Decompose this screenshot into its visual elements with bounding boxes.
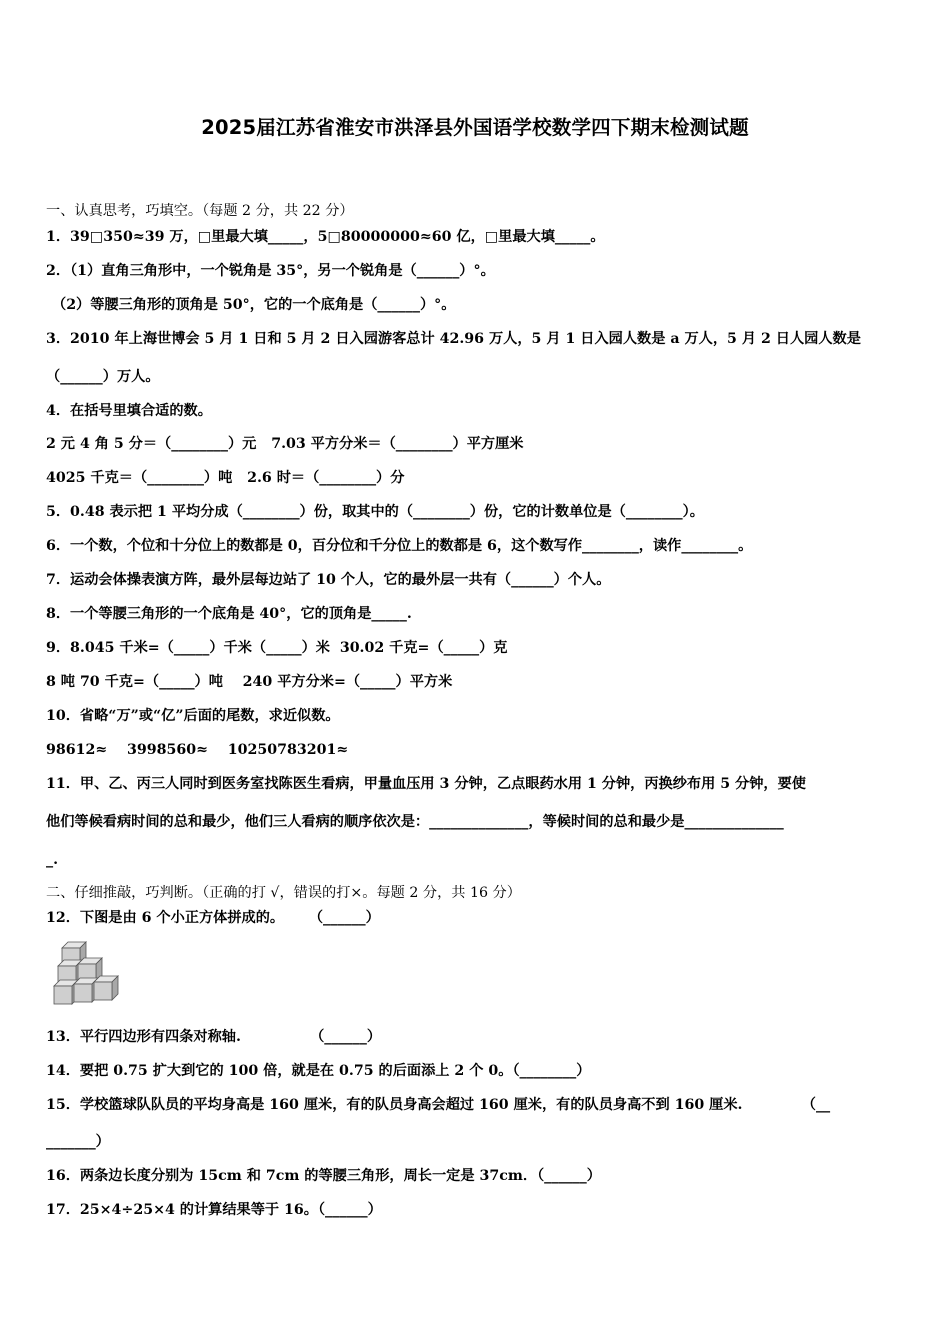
question-10: 10．省略“万”或“亿”后面的尾数，求近似数。 — [46, 708, 340, 724]
question-3-line-1: 3．2010 年上海世博会 5 月 1 日和 5 月 2 日入园游客总计 42.96 万人，5 月 1 日入园人数是 a 万人，5 月 2 日人园人数是 — [46, 331, 861, 347]
question-16: 16．两条边长度分别为 15cm 和 7cm 的等腰三角形，周长一定是 37cm．（______） — [46, 1168, 601, 1184]
question-2-part-1: 2．（1）直角三角形中，一个锐角是 35°，另一个锐角是（______）°。 — [46, 263, 495, 279]
section-2-heading: 二、仔细推敲，巧判断。（正确的打 √，错误的打×。每题 2 分，共 16 分） — [46, 885, 521, 901]
question-4-line-1: 2 元 4 角 5 分＝（________）元 7.03 平方分米＝（________）平方厘米 — [46, 436, 524, 452]
cube-bottom-right — [94, 976, 118, 1000]
question-12: 12．下图是由 6 个小正方体拼成的。 （______） — [46, 910, 380, 926]
question-11-line-1: 11．甲、乙、丙三人同时到医务室找陈医生看病，甲量血压用 3 分钟，乙点眼药水用 1 分钟，丙换纱布用 5 分钟，要使 — [46, 776, 806, 792]
question-3-line-2: （______）万人。 — [46, 369, 160, 385]
question-14: 14．要把 0.75 扩大到它的 100 倍，就是在 0.75 的后面添上 2 个 0。（________） — [46, 1063, 591, 1079]
question-2-part-2: （2）等腰三角形的顶角是 50°，它的一个底角是（______）°。 — [52, 297, 456, 313]
question-9-line-1: 9．8.045 千米=（_____）千米（_____）米 30.02 千克=（_____）克 — [46, 640, 508, 656]
question-10-items: 98612≈ 3998560≈ 10250783201≈ — [46, 742, 349, 758]
page-title: 2025届江苏省淮安市洪泽县外国语学校数学四下期末检测试题 — [201, 116, 749, 139]
question-11-line-2: 他们等候看病时间的总和最少，他们三人看病的顺序依次是：______________，等候时间的总和最少是______________ — [46, 814, 784, 830]
section-1-heading: 一、认真思考，巧填空。（每题 2 分，共 22 分） — [46, 203, 354, 219]
question-4: 4．在括号里填合适的数。 — [46, 403, 212, 419]
question-8: 8．一个等腰三角形的一个底角是 40°，它的顶角是_____. — [46, 606, 412, 622]
question-15-line-2: _______） — [46, 1134, 110, 1150]
question-11-line-3: _. — [46, 852, 59, 868]
question-7: 7．运动会体操表演方阵，最外层每边站了 10 个人，它的最外层一共有（______）个人。 — [46, 572, 611, 588]
cube-stack-figure — [50, 940, 120, 1006]
question-13: 13．平行四边形有四条对称轴. （______） — [46, 1029, 382, 1045]
question-15-line-1: 15．学校篮球队队员的平均身高是 160 厘米，有的队员身高会超过 160 厘米，有的队员身高不到 160 厘米. （__ — [46, 1097, 831, 1113]
question-17: 17．25×4÷25×4 的计算结果等于 16。（______） — [46, 1202, 382, 1218]
question-1: 1．39□350≈39 万，□里最大填_____，5□80000000≈60 亿，□里最大填_____。 — [46, 229, 605, 245]
question-6: 6．一个数，个位和十分位上的数都是 0，百分位和千分位上的数都是 6，这个数写作________，读作________。 — [46, 538, 753, 554]
question-9-line-2: 8 吨 70 千克=（_____）吨 240 平方分米=（_____）平方米 — [46, 674, 453, 690]
question-4-line-2: 4025 千克＝（________）吨 2.6 时＝（________）分 — [46, 470, 405, 486]
question-5: 5．0.48 表示把 1 平均分成（________）份，取其中的（________）份，它的计数单位是（________）。 — [46, 504, 704, 520]
